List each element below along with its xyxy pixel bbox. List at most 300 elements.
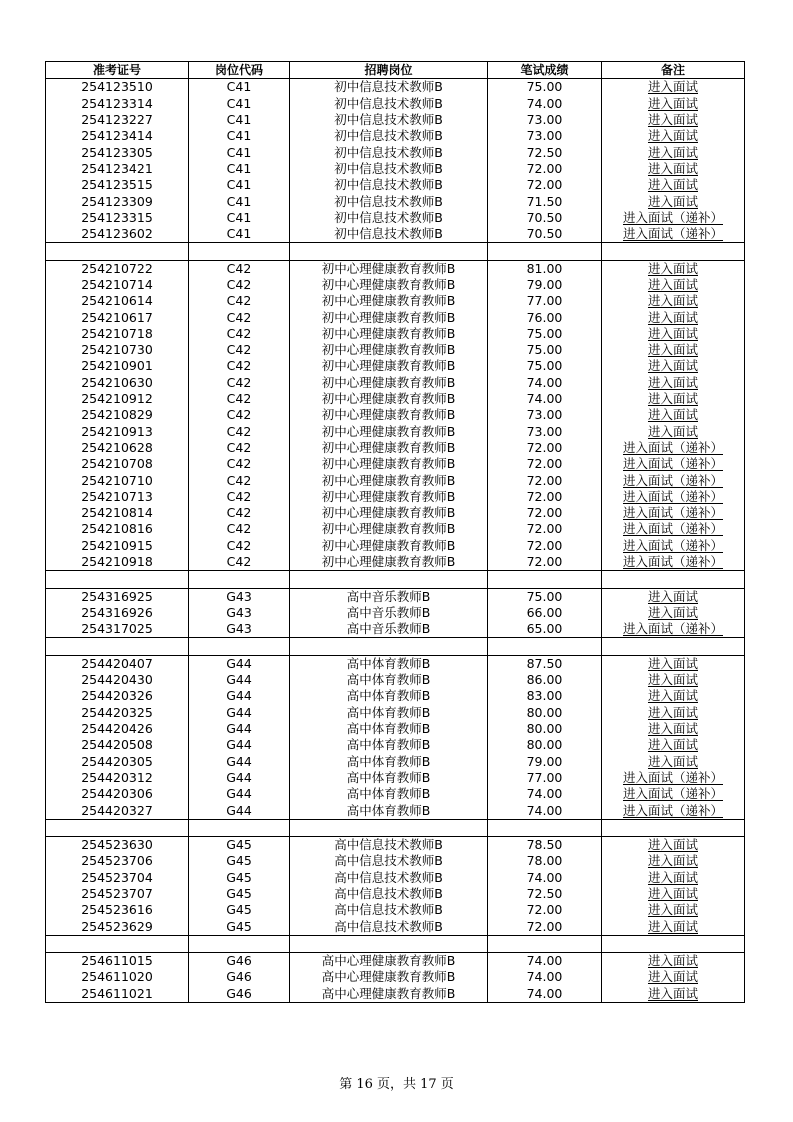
cell-post-name: 初中心理健康教育教师B <box>290 505 488 521</box>
cell-post-name: 初中心理健康教育教师B <box>290 489 488 505</box>
empty-cell <box>46 935 189 952</box>
cell-remark <box>602 902 745 918</box>
remark-text: 进入面试 <box>647 969 698 985</box>
table-row <box>46 326 745 342</box>
table-row <box>46 753 745 769</box>
cell-written-score: 77.00 <box>488 293 602 309</box>
cell-post-name: 初中信息技术教师B <box>290 177 488 193</box>
empty-cell <box>488 243 602 260</box>
cell-written-score: 75.00 <box>488 588 602 605</box>
cell-post-name: 初中心理健康教育教师B <box>290 521 488 537</box>
cell-post-name: 初中心理健康教育教师B <box>290 407 488 423</box>
cell-exam-number: 254420325 <box>46 705 189 721</box>
cell-remark <box>602 424 745 440</box>
cell-written-score: 72.00 <box>488 538 602 554</box>
cell-remark <box>602 505 745 521</box>
cell-post-code: C41 <box>189 193 290 209</box>
cell-remark <box>602 96 745 112</box>
cell-exam-number: 254210718 <box>46 326 189 342</box>
cell-post-code: C41 <box>189 226 290 243</box>
cell-post-name: 高中体育教师B <box>290 655 488 672</box>
table-row <box>46 226 745 243</box>
remark-text: 进入面试 <box>647 128 698 144</box>
cell-post-code: G45 <box>189 886 290 902</box>
cell-post-code: G46 <box>189 986 290 1003</box>
cell-written-score: 72.00 <box>488 554 602 571</box>
empty-cell <box>290 638 488 655</box>
cell-remark <box>602 918 745 935</box>
cell-post-code: C42 <box>189 375 290 391</box>
header-row <box>46 62 745 79</box>
empty-cell <box>488 819 602 836</box>
cell-remark <box>602 836 745 853</box>
cell-remark <box>602 375 745 391</box>
cell-post-name: 初中心理健康教育教师B <box>290 440 488 456</box>
cell-exam-number: 254210722 <box>46 260 189 277</box>
cell-post-name: 初中心理健康教育教师B <box>290 391 488 407</box>
cell-exam-number: 254523629 <box>46 918 189 935</box>
cell-remark <box>602 870 745 886</box>
table-row <box>46 902 745 918</box>
cell-remark <box>602 969 745 985</box>
table-row <box>46 79 745 96</box>
cell-exam-number: 254210714 <box>46 277 189 293</box>
cell-exam-number: 254123315 <box>46 210 189 226</box>
empty-cell <box>189 243 290 260</box>
cell-written-score: 75.00 <box>488 326 602 342</box>
remark-text: 进入面试 <box>647 309 698 325</box>
table-row <box>46 260 745 277</box>
cell-written-score: 71.50 <box>488 193 602 209</box>
cell-remark <box>602 705 745 721</box>
remark-text: 进入面试 <box>647 177 698 193</box>
table-row <box>46 210 745 226</box>
remark-text: 进入面试（递补） <box>622 769 723 785</box>
cell-written-score: 75.00 <box>488 342 602 358</box>
cell-post-code: G45 <box>189 902 290 918</box>
cell-remark <box>602 753 745 769</box>
cell-remark <box>602 391 745 407</box>
cell-post-name: 高中心理健康教育教师B <box>290 969 488 985</box>
cell-post-name: 高中心理健康教育教师B <box>290 986 488 1003</box>
table-row <box>46 953 745 970</box>
remark-text: 进入面试 <box>647 688 698 704</box>
cell-exam-number: 254210628 <box>46 440 189 456</box>
table-row <box>46 886 745 902</box>
cell-exam-number: 254611021 <box>46 986 189 1003</box>
cell-written-score: 72.00 <box>488 918 602 935</box>
table-row <box>46 177 745 193</box>
cell-post-name: 初中心理健康教育教师B <box>290 375 488 391</box>
cell-post-code: G44 <box>189 753 290 769</box>
cell-written-score: 72.00 <box>488 489 602 505</box>
cell-post-code: C42 <box>189 342 290 358</box>
spacer-row <box>46 638 745 655</box>
cell-post-code: G44 <box>189 655 290 672</box>
cell-post-code: C41 <box>189 161 290 177</box>
cell-post-code: C42 <box>189 407 290 423</box>
cell-remark <box>602 721 745 737</box>
cell-post-name: 高中信息技术教师B <box>290 836 488 853</box>
cell-exam-number: 254123305 <box>46 144 189 160</box>
cell-exam-number: 254123421 <box>46 161 189 177</box>
table-row <box>46 688 745 704</box>
remark-text: 进入面试 <box>647 753 698 769</box>
table-row <box>46 424 745 440</box>
cell-written-score: 80.00 <box>488 737 602 753</box>
cell-exam-number: 254210829 <box>46 407 189 423</box>
cell-written-score: 73.00 <box>488 407 602 423</box>
cell-written-score: 74.00 <box>488 375 602 391</box>
table-row <box>46 918 745 935</box>
cell-written-score: 87.50 <box>488 655 602 672</box>
cell-post-code: G46 <box>189 953 290 970</box>
empty-cell <box>290 571 488 588</box>
cell-post-code: G44 <box>189 786 290 802</box>
cell-exam-number: 254123414 <box>46 128 189 144</box>
table-row <box>46 112 745 128</box>
cell-exam-number: 254420407 <box>46 655 189 672</box>
cell-written-score: 78.50 <box>488 836 602 853</box>
cell-exam-number: 254210912 <box>46 391 189 407</box>
cell-exam-number: 254210915 <box>46 538 189 554</box>
cell-post-code: G43 <box>189 588 290 605</box>
cell-remark <box>602 260 745 277</box>
cell-remark <box>602 293 745 309</box>
cell-exam-number: 254523706 <box>46 853 189 869</box>
cell-post-code: C42 <box>189 505 290 521</box>
remark-text: 进入面试 <box>647 423 698 439</box>
spacer-row <box>46 571 745 588</box>
remark-text: 进入面试 <box>647 277 698 292</box>
cell-post-name: 初中信息技术教师B <box>290 210 488 226</box>
cell-exam-number: 254420306 <box>46 786 189 802</box>
cell-written-score: 72.00 <box>488 521 602 537</box>
empty-cell <box>488 638 602 655</box>
cell-remark <box>602 655 745 672</box>
cell-post-code: C42 <box>189 440 290 456</box>
cell-post-name: 初中心理健康教育教师B <box>290 277 488 293</box>
cell-exam-number: 254523616 <box>46 902 189 918</box>
cell-exam-number: 254420326 <box>46 688 189 704</box>
cell-remark <box>602 688 745 704</box>
cell-written-score: 74.00 <box>488 953 602 970</box>
cell-exam-number: 254420430 <box>46 672 189 688</box>
cell-post-code: G44 <box>189 688 290 704</box>
results-table <box>45 61 745 1003</box>
cell-written-score: 72.00 <box>488 505 602 521</box>
cell-post-name: 初中心理健康教育教师B <box>290 358 488 374</box>
cell-exam-number: 254210730 <box>46 342 189 358</box>
remark-text: 进入面试 <box>647 95 698 111</box>
cell-remark <box>602 672 745 688</box>
spacer-row <box>46 935 745 952</box>
cell-exam-number: 254210918 <box>46 554 189 571</box>
cell-post-code: G45 <box>189 836 290 853</box>
cell-exam-number: 254210913 <box>46 424 189 440</box>
remark-text: 进入面试 <box>647 79 698 95</box>
cell-written-score: 73.00 <box>488 128 602 144</box>
empty-cell <box>602 935 745 952</box>
table-row <box>46 737 745 753</box>
cell-post-code: G44 <box>189 672 290 688</box>
cell-post-name: 初中信息技术教师B <box>290 128 488 144</box>
cell-written-score: 73.00 <box>488 112 602 128</box>
cell-post-name: 高中音乐教师B <box>290 605 488 621</box>
empty-cell <box>602 571 745 588</box>
table-row <box>46 440 745 456</box>
cell-post-code: C42 <box>189 489 290 505</box>
cell-exam-number: 254210814 <box>46 505 189 521</box>
remark-text: 进入面试 <box>647 869 698 885</box>
cell-exam-number: 254523707 <box>46 886 189 902</box>
cell-remark <box>602 737 745 753</box>
table-row <box>46 770 745 786</box>
cell-remark <box>602 210 745 226</box>
cell-post-code: C41 <box>189 210 290 226</box>
cell-exam-number: 254123309 <box>46 193 189 209</box>
cell-written-score: 80.00 <box>488 721 602 737</box>
remark-text: 进入面试（递补） <box>622 537 723 553</box>
cell-exam-number: 254316925 <box>46 588 189 605</box>
cell-remark <box>602 226 745 243</box>
remark-text: 进入面试 <box>647 160 698 176</box>
page-footer: 第 16 页，共 17 页 <box>339 1077 454 1092</box>
table-row <box>46 802 745 819</box>
cell-remark <box>602 309 745 325</box>
remark-text: 进入面试 <box>647 672 698 688</box>
cell-remark <box>602 161 745 177</box>
cell-post-code: C41 <box>189 96 290 112</box>
cell-post-code: C42 <box>189 358 290 374</box>
header-post-code: 岗位代码 <box>189 62 290 79</box>
cell-written-score: 72.00 <box>488 472 602 488</box>
empty-cell <box>189 638 290 655</box>
cell-remark <box>602 802 745 819</box>
cell-written-score: 72.00 <box>488 177 602 193</box>
cell-post-code: G44 <box>189 705 290 721</box>
table-row <box>46 407 745 423</box>
cell-written-score: 70.50 <box>488 226 602 243</box>
remark-text: 进入面试（递补） <box>622 802 723 818</box>
remark-text: 进入面试 <box>647 407 698 423</box>
cell-exam-number: 254523704 <box>46 870 189 886</box>
cell-post-code: C42 <box>189 277 290 293</box>
cell-remark <box>602 342 745 358</box>
empty-cell <box>488 571 602 588</box>
cell-post-code: C41 <box>189 112 290 128</box>
cell-remark <box>602 440 745 456</box>
remark-text: 进入面试（递补） <box>622 554 723 570</box>
cell-written-score: 76.00 <box>488 309 602 325</box>
cell-post-code: C42 <box>189 456 290 472</box>
cell-exam-number: 254420312 <box>46 770 189 786</box>
cell-written-score: 72.00 <box>488 902 602 918</box>
remark-text: 进入面试（递补） <box>622 209 723 225</box>
remark-text: 进入面试 <box>647 358 698 374</box>
cell-exam-number: 254123602 <box>46 226 189 243</box>
cell-remark <box>602 538 745 554</box>
cell-post-name: 高中音乐教师B <box>290 621 488 638</box>
cell-post-name: 初中信息技术教师B <box>290 112 488 128</box>
cell-exam-number: 254123515 <box>46 177 189 193</box>
table-row <box>46 489 745 505</box>
table-row <box>46 621 745 638</box>
cell-remark <box>602 326 745 342</box>
cell-written-score: 74.00 <box>488 391 602 407</box>
table-row <box>46 309 745 325</box>
cell-exam-number: 254210630 <box>46 375 189 391</box>
cell-written-score: 72.50 <box>488 886 602 902</box>
remark-text: 进入面试（递补） <box>622 439 723 455</box>
cell-post-name: 初中心理健康教育教师B <box>290 472 488 488</box>
cell-post-code: C42 <box>189 309 290 325</box>
cell-post-name: 初中心理健康教育教师B <box>290 293 488 309</box>
empty-cell <box>46 819 189 836</box>
cell-post-name: 初中心理健康教育教师B <box>290 326 488 342</box>
table-row <box>46 853 745 869</box>
table-row <box>46 672 745 688</box>
empty-cell <box>602 819 745 836</box>
remark-text: 进入面试 <box>647 144 698 160</box>
cell-written-score: 79.00 <box>488 277 602 293</box>
empty-cell <box>189 819 290 836</box>
cell-post-code: C41 <box>189 177 290 193</box>
cell-post-name: 初中心理健康教育教师B <box>290 260 488 277</box>
cell-exam-number: 254611015 <box>46 953 189 970</box>
cell-exam-number: 254317025 <box>46 621 189 638</box>
cell-post-name: 高中信息技术教师B <box>290 918 488 935</box>
cell-exam-number: 254210617 <box>46 309 189 325</box>
remark-text: 进入面试 <box>647 325 698 341</box>
spacer-row <box>46 243 745 260</box>
cell-post-code: C42 <box>189 293 290 309</box>
cell-exam-number: 254210816 <box>46 521 189 537</box>
cell-post-name: 初中心理健康教育教师B <box>290 456 488 472</box>
cell-exam-number: 254210713 <box>46 489 189 505</box>
cell-exam-number: 254420508 <box>46 737 189 753</box>
cell-exam-number: 254523630 <box>46 836 189 853</box>
cell-post-name: 高中信息技术教师B <box>290 870 488 886</box>
table-row <box>46 161 745 177</box>
cell-post-code: C41 <box>189 79 290 96</box>
cell-exam-number: 254210710 <box>46 472 189 488</box>
table-row <box>46 836 745 853</box>
header-remark: 备注 <box>602 62 745 79</box>
cell-post-name: 高中体育教师B <box>290 786 488 802</box>
remark-text: 进入面试 <box>647 704 698 720</box>
table-row <box>46 986 745 1003</box>
table-row <box>46 193 745 209</box>
cell-written-score: 72.00 <box>488 161 602 177</box>
cell-written-score: 75.00 <box>488 358 602 374</box>
cell-written-score: 72.50 <box>488 144 602 160</box>
table-row <box>46 705 745 721</box>
table-row <box>46 538 745 554</box>
cell-post-code: G44 <box>189 802 290 819</box>
cell-post-code: G45 <box>189 853 290 869</box>
table-row <box>46 342 745 358</box>
cell-post-code: G46 <box>189 969 290 985</box>
table-row <box>46 391 745 407</box>
remark-text: 进入面试 <box>647 293 698 309</box>
cell-post-name: 高中信息技术教师B <box>290 902 488 918</box>
cell-remark <box>602 853 745 869</box>
table-row <box>46 786 745 802</box>
cell-written-score: 74.00 <box>488 786 602 802</box>
remark-text: 进入面试 <box>647 260 698 276</box>
cell-post-name: 高中心理健康教育教师B <box>290 953 488 970</box>
empty-cell <box>189 935 290 952</box>
remark-text: 进入面试 <box>647 737 698 753</box>
table-row <box>46 128 745 144</box>
cell-written-score: 78.00 <box>488 853 602 869</box>
empty-cell <box>46 638 189 655</box>
cell-remark <box>602 588 745 605</box>
remark-text: 进入面试 <box>647 853 698 869</box>
cell-post-name: 高中体育教师B <box>290 672 488 688</box>
table-row <box>46 655 745 672</box>
cell-post-name: 高中体育教师B <box>290 721 488 737</box>
cell-written-score: 77.00 <box>488 770 602 786</box>
cell-remark <box>602 953 745 970</box>
empty-cell <box>290 819 488 836</box>
cell-post-name: 初中信息技术教师B <box>290 193 488 209</box>
cell-remark <box>602 177 745 193</box>
cell-post-code: C42 <box>189 472 290 488</box>
cell-post-name: 初中心理健康教育教师B <box>290 554 488 571</box>
cell-post-code: G45 <box>189 870 290 886</box>
remark-text: 进入面试 <box>647 918 698 934</box>
cell-exam-number: 254420327 <box>46 802 189 819</box>
cell-written-score: 72.00 <box>488 456 602 472</box>
remark-text: 进入面试 <box>647 391 698 407</box>
cell-remark <box>602 112 745 128</box>
cell-written-score: 83.00 <box>488 688 602 704</box>
cell-post-name: 初中信息技术教师B <box>290 144 488 160</box>
remark-text: 进入面试 <box>647 655 698 671</box>
cell-remark <box>602 144 745 160</box>
table-row <box>46 505 745 521</box>
cell-written-score: 66.00 <box>488 605 602 621</box>
cell-post-name: 初中心理健康教育教师B <box>290 342 488 358</box>
table-row <box>46 521 745 537</box>
cell-post-name: 高中体育教师B <box>290 753 488 769</box>
empty-cell <box>602 638 745 655</box>
remark-text: 进入面试（递补） <box>622 488 723 504</box>
cell-remark <box>602 605 745 621</box>
cell-remark <box>602 489 745 505</box>
cell-written-score: 72.00 <box>488 440 602 456</box>
cell-post-code: G43 <box>189 621 290 638</box>
table-row <box>46 588 745 605</box>
cell-post-name: 初中心理健康教育教师B <box>290 538 488 554</box>
cell-remark <box>602 456 745 472</box>
remark-text: 进入面试 <box>647 193 698 209</box>
cell-remark <box>602 986 745 1003</box>
cell-written-score: 65.00 <box>488 621 602 638</box>
header-written-score: 笔试成绩 <box>488 62 602 79</box>
remark-text: 进入面试（递补） <box>622 621 723 637</box>
cell-written-score: 74.00 <box>488 870 602 886</box>
table-row <box>46 870 745 886</box>
cell-post-name: 高中体育教师B <box>290 688 488 704</box>
cell-post-code: G43 <box>189 605 290 621</box>
cell-written-score: 74.00 <box>488 96 602 112</box>
cell-post-name: 高中音乐教师B <box>290 588 488 605</box>
table-row <box>46 554 745 571</box>
table-row <box>46 721 745 737</box>
